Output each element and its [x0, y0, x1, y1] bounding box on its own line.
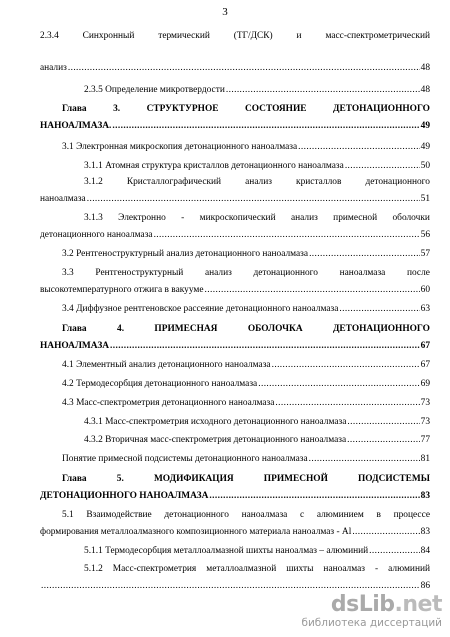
dot-leader [154, 229, 420, 242]
dot-leader [347, 434, 419, 447]
toc-line [84, 545, 430, 558]
toc-word: 5. [116, 474, 124, 484]
toc-word: примесной [333, 213, 378, 223]
toc-page-number: 73 [420, 398, 430, 408]
toc-word: - [181, 213, 185, 223]
toc-word: Глава [62, 324, 87, 334]
dot-leader [347, 416, 419, 429]
dot-leader [298, 141, 420, 154]
toc-page-number: 48 [420, 85, 430, 95]
toc-entry-text: 5.1.2 Масс-спектрометрия металлоалмазной шихты наноалмаз - алюминий [84, 564, 430, 574]
toc-word: микроскопический [199, 213, 276, 223]
toc-entry-text: 2.3.4 Синхронный термический (ТГ/ДСК) и масс-спектрометрический [40, 31, 430, 41]
dot-leader [309, 248, 420, 261]
toc-page-number: 67 [420, 360, 430, 370]
toc-word: 3.1.2 [84, 177, 103, 187]
toc-word: анализ [204, 268, 232, 278]
toc-page-number: 86 [420, 581, 430, 591]
toc-line [62, 323, 430, 336]
toc-entry-text: формирования металлоалмазного композиционного материала наноалмаз - Al [40, 527, 352, 537]
toc-entry-text: 3.1 Электронная микроскопия детонационного наноалмаза [62, 142, 298, 152]
toc-word: детонационного [365, 177, 430, 187]
toc-word: Рентгеноструктурный [95, 268, 184, 278]
toc-line [62, 453, 430, 466]
toc-page-number: 48 [420, 63, 430, 73]
toc-word: ПРИМЕСНОЙ [263, 474, 328, 484]
toc-entry-text: анализ [40, 63, 67, 73]
toc-word: ПРИМЕСНАЯ [154, 324, 218, 334]
toc-entry-text: наноалмаза [40, 194, 86, 204]
toc-word: кристаллов [296, 177, 342, 187]
toc-line [40, 62, 430, 75]
toc-word: оболочки [392, 213, 430, 223]
toc-line [84, 212, 430, 225]
dot-leader [209, 490, 419, 503]
toc-page-number: 49 [420, 142, 430, 152]
toc-line [84, 416, 430, 429]
toc-word: Глава [62, 104, 87, 114]
toc-entry-text: 4.3.2 Вторичная масс-спектрометрия детонационного наноалмаза [84, 435, 347, 445]
toc-word: 3.3 [62, 268, 74, 278]
toc-line [62, 141, 430, 154]
toc-line [62, 103, 430, 116]
dot-leader [112, 120, 419, 133]
toc-word: 3. [113, 104, 121, 114]
toc-word: Электронно [118, 213, 166, 223]
toc-word: СТРУКТУРНОЕ [146, 104, 219, 114]
toc-line [62, 397, 430, 410]
page-number: 3 [222, 6, 228, 18]
toc-word: 4. [117, 324, 125, 334]
dot-leader [272, 359, 420, 372]
dot-leader [205, 284, 420, 297]
toc-entry-text: 2.3.5 Определение микротвердости [84, 85, 225, 95]
toc-page-number: 60 [420, 285, 430, 295]
toc-word: Кристаллографический [126, 177, 222, 187]
toc-line [62, 509, 430, 522]
toc-line [40, 229, 430, 242]
toc-page-number: 77 [420, 435, 430, 445]
toc-word: ОБОЛОЧКА [247, 324, 303, 334]
watermark-logo: dsLib.net [330, 592, 442, 617]
toc-page-number: 83 [420, 491, 430, 501]
toc-line [40, 120, 430, 133]
toc-entry-text: 4.3.1 Масс-спектрометрия исходного детонационного наноалмаза [84, 417, 347, 427]
toc-line [40, 526, 430, 539]
toc-line [84, 176, 430, 189]
dot-leader [226, 84, 420, 97]
toc-line [62, 473, 430, 486]
dot-leader [345, 160, 420, 173]
toc-word: наноалмаза [339, 268, 386, 278]
dot-leader [68, 62, 420, 75]
toc-word: ДЕТОНАЦИОННОГО [333, 104, 430, 114]
toc-page-number: 81 [420, 454, 430, 464]
toc-entry-text: 5.1 Взаимодействие детонационного наноалмаза с алюминием в процессе [62, 510, 430, 520]
watermark-subtitle: библиотека диссертаций [301, 617, 442, 629]
toc-line [84, 434, 430, 447]
toc-line [40, 490, 430, 503]
toc-line [40, 284, 430, 297]
toc-line [40, 193, 430, 206]
toc-word: ПОДСИСТЕМЫ [358, 474, 430, 484]
toc-entry-text: 5.1.1 Термодесорбция металлоалмазной шихты наноалмаз – алюминий [84, 546, 369, 556]
dot-leader [339, 303, 419, 316]
dslib-watermark [301, 593, 442, 629]
toc-line [40, 30, 430, 43]
toc-page-number: 49 [420, 121, 430, 131]
toc-page-number: 56 [420, 230, 430, 240]
toc-entry-text: ДЕТОНАЦИОННОГО НАНОАЛМАЗА [40, 491, 209, 501]
toc-entry-text: 3.2 Рентгеноструктурный анализ детонационного наноалмаза [62, 249, 309, 259]
toc-word: анализ [245, 177, 272, 187]
toc-word: после [406, 268, 430, 278]
toc-entry-text: 3.4 Диффузное рентгеновское рассеяние детонационного наноалмаза [62, 304, 339, 314]
toc-line [62, 378, 430, 391]
toc-line [40, 340, 430, 353]
toc-word: МОДИФИКАЦИЯ [153, 474, 234, 484]
toc-page-number: 69 [420, 379, 430, 389]
toc-word: детонационного [253, 268, 318, 278]
toc-page-number: 50 [420, 161, 430, 171]
toc-entry-text: Понятие примесной подсистемы детонационного наноалмаза [62, 454, 308, 464]
toc-word: анализ [290, 213, 318, 223]
toc-line [62, 303, 430, 316]
toc-word: ДЕТОНАЦИОННОГО [332, 324, 430, 334]
dot-leader [110, 340, 420, 353]
toc-line [84, 84, 430, 97]
toc-line [62, 359, 430, 372]
dot-leader [258, 378, 419, 391]
toc-entry-text: НАНОАЛМАЗА [40, 341, 110, 351]
dot-leader [352, 526, 419, 539]
toc-page-number: 84 [420, 546, 430, 556]
toc-line [62, 267, 430, 280]
toc-page-number: 51 [420, 194, 430, 204]
dot-leader [369, 545, 419, 558]
toc-entry-text: 4.1 Элементный анализ детонационного наноалмаза [62, 360, 271, 370]
dot-leader [275, 397, 419, 410]
toc-line [84, 160, 430, 173]
dot-leader [309, 453, 420, 466]
toc-word: 3.1.3 [84, 213, 103, 223]
toc-page-number: 57 [420, 249, 430, 259]
toc-page-number: 83 [420, 527, 430, 537]
toc-line [84, 563, 430, 576]
toc-entry-text: 3.1.1 Атомная структура кристаллов детонационного наноалмаза [84, 161, 344, 171]
toc-entry-text: НАНОАЛМАЗА. [40, 121, 112, 131]
toc-word: Глава [62, 474, 87, 484]
toc-entry-text: высокотемпературного отжига в вакууме [40, 285, 204, 295]
dot-leader [87, 193, 420, 206]
toc-page-number: 63 [420, 304, 430, 314]
toc-page-number: 67 [420, 341, 430, 351]
toc-word: СОСТОЯНИЕ [245, 104, 307, 114]
toc-line [62, 248, 430, 261]
toc-page-number: 73 [420, 417, 430, 427]
toc-entry-text: 4.2 Термодесорбция детонационного наноалмаза [62, 379, 258, 389]
toc-entry-text: детонационного наноалмаза [40, 230, 153, 240]
toc-entry-text: 4.3 Масс-спектрометрия детонационного наноалмаза [62, 398, 275, 408]
